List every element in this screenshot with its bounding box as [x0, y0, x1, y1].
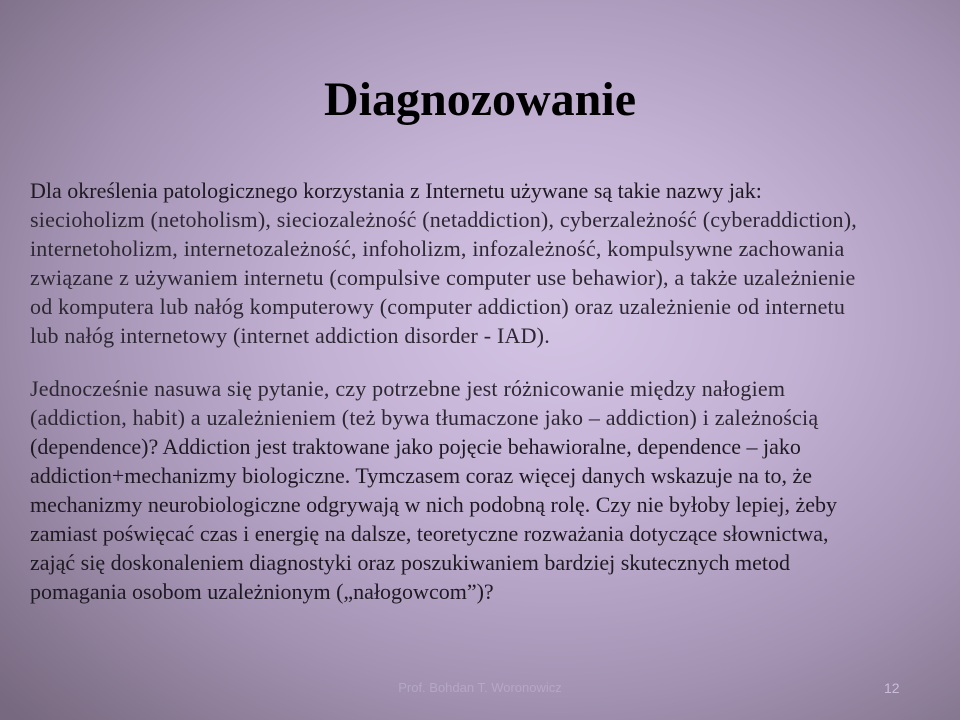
paragraph-line: siecioholizm (netoholism), sieciozależność (netaddiction), cyberzależność (cyberaddiction),: [30, 207, 857, 232]
paragraph-line: zamiast poświęcać czas i energię na dalsze, teoretyczne rozważania dotyczące słownictwa,: [30, 521, 829, 546]
paragraph-line: (dependence)? Addiction jest traktowane jako pojęcie behawioralne, dependence – jako: [30, 434, 801, 459]
paragraph-line: pomagania osobom uzależnionym („nałogowcom”)?: [30, 579, 494, 604]
paragraph-line: zająć się doskonaleniem diagnostyki oraz poszukiwaniem bardziej skutecznych metod: [30, 550, 790, 575]
slide-footer-author: Prof. Bohdan T. Woronowicz: [398, 680, 562, 695]
slide-title: Diagnozowanie: [324, 73, 636, 126]
paragraph-line: internetoholizm, internetozależność, infoholizm, infozależność, kompulsywne zachowania: [30, 236, 845, 261]
paragraph-line: Jednocześnie nasuwa się pytanie, czy potrzebne jest różnicowanie między nałogiem: [30, 376, 786, 401]
paragraph-line: addiction+mechanizmy biologiczne. Tymczasem coraz więcej danych wskazuje na to, że: [30, 463, 812, 488]
paragraph-line: od komputera lub nałóg komputerowy (computer addiction) oraz uzależnienie od internetu: [30, 294, 846, 319]
slide-page-number: 12: [884, 680, 900, 696]
paragraph-line: Dla określenia patologicznego korzystania z Internetu używane są takie nazwy jak:: [30, 178, 762, 203]
paragraph-line: związane z używaniem internetu (compulsive computer use behawior), a także uzależnienie: [30, 265, 856, 290]
paragraph-question: [30, 374, 945, 606]
paragraph-terms: [30, 176, 945, 350]
paragraph-line: (addiction, habit) a uzależnieniem (też bywa tłumaczone jako – addiction) i zależnością: [30, 405, 819, 430]
paragraph-line: mechanizmy neurobiologiczne odgrywają w nich podobną rolę. Czy nie byłoby lepiej, żeby: [30, 492, 838, 517]
paragraph-line: lub nałóg internetowy (internet addiction disorder - IAD).: [30, 323, 550, 348]
